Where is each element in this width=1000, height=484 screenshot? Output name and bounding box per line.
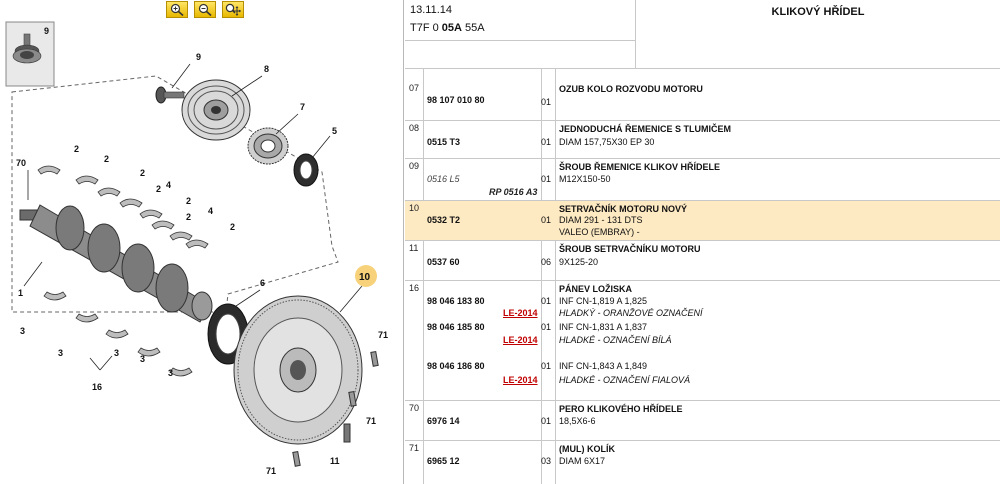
- part-reference[interactable]: 98 046 185 80: [427, 322, 485, 332]
- row-number: 70: [409, 403, 420, 413]
- zoom-toolbar: [166, 1, 244, 19]
- part-detail-2: VALEO (EMBRAY) -: [559, 227, 640, 237]
- part-detail: INF CN-1,819 A 1,825: [559, 296, 648, 306]
- part-detail: 18,5X6-6: [559, 416, 596, 426]
- part-reference[interactable]: 6976 14: [427, 416, 460, 426]
- zoom-pan-button[interactable]: [222, 1, 244, 18]
- part-detail: DIAM 291 - 131 DTS: [559, 215, 643, 225]
- callout-71c: 71: [266, 466, 277, 476]
- part-reference[interactable]: 0532 T2: [427, 215, 461, 225]
- part-row-09[interactable]: [405, 159, 1000, 201]
- callout-3d: 3: [140, 354, 146, 364]
- row-number: 09: [409, 161, 420, 171]
- row-number: 16: [409, 283, 420, 293]
- callout-1: 1: [18, 288, 24, 298]
- part-row-71[interactable]: [405, 441, 1000, 484]
- part-detail: DIAM 6X17: [559, 456, 606, 466]
- part-quantity: 01: [541, 322, 552, 332]
- part-reference[interactable]: 98 046 186 80: [427, 361, 485, 371]
- zoom-out-icon: [198, 3, 212, 16]
- part-detail: 9X125-20: [559, 257, 599, 267]
- callout-2a: 2: [74, 144, 80, 154]
- le-2014-link[interactable]: LE-2014: [503, 335, 538, 345]
- crankshaft-part-1: [20, 205, 212, 322]
- page-title: KLIKOVÝ HŘÍDEL: [771, 6, 865, 18]
- part-description: PERO KLIKOVÉHO HŘÍDELE: [559, 404, 683, 414]
- callout-16: 16: [92, 382, 103, 392]
- part-row-16[interactable]: [405, 281, 1000, 401]
- callout-2f: 2: [186, 212, 192, 222]
- model-suffix: 55A: [461, 22, 485, 34]
- sprocket-part-7: [248, 128, 288, 164]
- callout-11: 11: [330, 456, 340, 466]
- part-detail: INF CN-1,843 A 1,849: [559, 361, 648, 371]
- part-description: ŠROUB SETRVAČNÍKU MOTORU: [559, 244, 701, 254]
- part-quantity: 01: [541, 361, 552, 371]
- pulley-part-8: [182, 80, 250, 140]
- model-code: [410, 22, 485, 34]
- flywheel-part-10: [234, 296, 362, 444]
- part-row-10-selected[interactable]: [405, 201, 1000, 241]
- model-prefix: T7F 0: [410, 22, 442, 34]
- callout-6: 6: [260, 278, 266, 288]
- part-reference-rp[interactable]: RP 0516 A3: [489, 187, 538, 197]
- callout-4b: 4: [208, 206, 214, 216]
- zoom-in-icon: [170, 3, 184, 16]
- zoom-pan-icon: [225, 3, 241, 16]
- row-number: 71: [409, 443, 420, 453]
- bolt-part-9: [156, 87, 184, 103]
- crankshaft-exploded-diagram: [0, 0, 404, 484]
- part-quantity: 01: [541, 174, 552, 184]
- part-row-08[interactable]: [405, 121, 1000, 159]
- callout-71b: 71: [366, 416, 377, 426]
- part-quantity: 03: [541, 456, 552, 466]
- zoom-out-button[interactable]: [194, 1, 216, 18]
- part-quantity: 01: [541, 416, 552, 426]
- exploded-diagram-pane: [0, 0, 404, 484]
- row-number: 11: [409, 243, 419, 253]
- part-reference[interactable]: 6965 12: [427, 456, 460, 466]
- callout-2g: 2: [230, 222, 236, 232]
- part-quantity: 01: [541, 215, 552, 225]
- part-note: HLADKÉ - OZNAČENÍ BÍLÁ: [559, 335, 672, 345]
- seal-part-5: [294, 154, 318, 186]
- parts-header: [405, 0, 1000, 68]
- part-quantity: 01: [541, 296, 552, 306]
- part-quantity: 06: [541, 257, 552, 267]
- callout-4a: 4: [166, 180, 172, 190]
- callout-5: 5: [332, 126, 338, 136]
- callout-2c: 2: [140, 168, 146, 178]
- callout-3b: 3: [58, 348, 64, 358]
- callout-2d: 2: [156, 184, 162, 194]
- part-row-11[interactable]: [405, 241, 1000, 281]
- le-2014-link[interactable]: LE-2014: [503, 308, 538, 318]
- callout-71a: 71: [378, 330, 389, 340]
- row-number: 08: [409, 123, 420, 133]
- callout-3a: 3: [20, 326, 26, 336]
- row-number: 10: [409, 203, 420, 213]
- zoom-in-button[interactable]: [166, 1, 188, 18]
- callout-70: 70: [16, 158, 27, 168]
- callout-3c: 3: [114, 348, 120, 358]
- part-note: HLADKÝ - ORANŽOVÉ OZNAČENÍ: [559, 308, 703, 318]
- part-row-70[interactable]: [405, 401, 1000, 441]
- le-2014-link[interactable]: LE-2014: [503, 375, 538, 385]
- callout-9: 9: [196, 52, 202, 62]
- header-divider: [405, 40, 635, 41]
- callout-7: 7: [300, 102, 306, 112]
- catalog-date: 13.11.14: [410, 4, 453, 16]
- model-bold: 05A: [441, 22, 462, 34]
- part-description: (MUL) KOLÍK: [559, 444, 615, 454]
- callout-2e: 2: [186, 196, 192, 206]
- parts-list-pane: [405, 0, 1000, 484]
- part-description: JEDNODUCHÁ ŘEMENICE S TLUMIČEM: [559, 124, 732, 134]
- part-reference[interactable]: 0515 T3: [427, 137, 461, 147]
- part-reference[interactable]: 0537 60: [427, 257, 460, 267]
- part-quantity: 01: [541, 137, 552, 147]
- part-detail: M12X150-50: [559, 174, 611, 184]
- part-detail: DIAM 157,75X30 EP 30: [559, 137, 655, 147]
- part-quantity: 01: [541, 97, 552, 107]
- part-reference-alt[interactable]: 0516 L5: [427, 174, 460, 184]
- part-description: OZUB KOLO ROZVODU MOTORU: [559, 84, 703, 94]
- parts-table: [405, 68, 1000, 484]
- part-row-07[interactable]: [405, 81, 1000, 121]
- callout-9-inset: 9: [44, 26, 50, 36]
- callout-10: 10: [359, 272, 371, 283]
- callout-2b: 2: [104, 154, 110, 164]
- part-description: ŠROUB ŘEMENICE KLIKOV HŘÍDELE: [559, 162, 721, 172]
- part-detail: INF CN-1,831 A 1,837: [559, 322, 648, 332]
- part-note: HLADKÉ - OZNAČENÍ FIALOVÁ: [559, 375, 691, 385]
- part-description: PÁNEV LOŽISKA: [559, 284, 633, 294]
- part-reference[interactable]: 98 046 183 80: [427, 296, 485, 306]
- row-number: 07: [409, 83, 420, 93]
- callout-3e: 3: [168, 368, 174, 378]
- callout-8: 8: [264, 64, 270, 74]
- part-reference[interactable]: 98 107 010 80: [427, 95, 485, 105]
- part-description: SETRVAČNÍK MOTORU NOVÝ: [559, 204, 688, 214]
- callout-10-highlight: [355, 265, 377, 287]
